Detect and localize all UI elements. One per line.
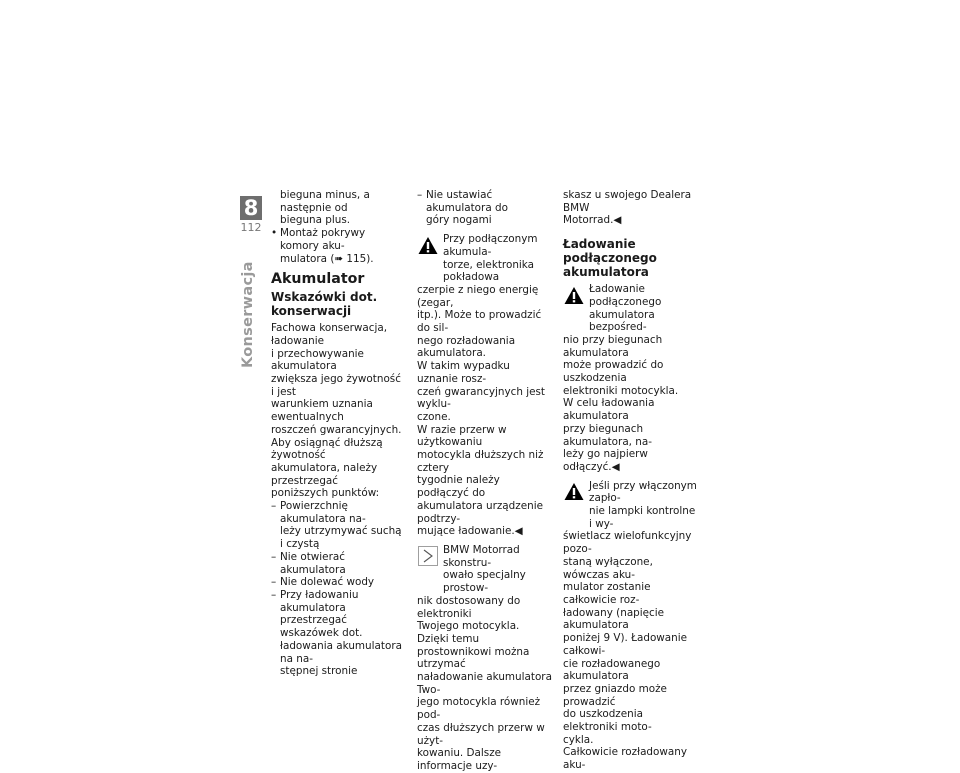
chapter-number-badge: 8 (240, 196, 262, 220)
dash-mark: – (417, 189, 423, 201)
section-heading: Ładowanie podłączonego akumulatora (563, 237, 657, 280)
note-body-text: nik dostosowany do elektroniki Twojego motocykla. Dzięki temu prostownikowi można utrzymać naładowanie akumulatora Two- jego motocykla również pod- czas dłuższych przerw w użyt- kowaniu. Dalsze informacje uzy- (417, 594, 552, 772)
dash-item: – Przy ładowaniu akumulatora przestrzegać wskazówek dot. ładowania akumulatora na na- stępnej stronie (271, 588, 402, 678)
note-block (417, 544, 552, 773)
warning-head-text: Przy podłączonym akumula- torze, elektronika pokładowa (443, 233, 538, 284)
continued-text: bieguna minus, a następnie od bieguna plus. (280, 189, 370, 227)
column-1 (271, 189, 406, 678)
bullet-item: • Montaż pokrywy komory aku- mulatora (➠ 115). (271, 227, 374, 265)
dash-mark: – (271, 550, 277, 563)
warning-triangle-icon (417, 234, 439, 256)
warning-head-text: Jeśli przy włączonym zapło- nie lampki kontrolne i wy- (589, 479, 697, 530)
warning-head-text: Ładowanie podłączonego akumulatora bezpośred- (589, 283, 662, 334)
warning-body-text: świetlacz wielofunkcyjny pozo- staną wyłączone, wówczas aku- mulator zostanie całkowicie roz- ładowany (napięcie akumulatora poniżej 9 V). Ładowanie całkowi- cie rozładowanego akumulatora przez gniazdo może prowadzić do uszkodzenia elektroniki moto- cykla. Całkowicie rozładowany aku- (563, 530, 692, 772)
note-arrow-icon (417, 545, 439, 567)
dash-item: – Powierzchnię akumulatora na- leży utrzymywać suchą i czystą (271, 500, 402, 551)
bullet-mark: • (271, 227, 278, 240)
warning-body-text: nio przy biegunach akumulatora może prowadzić do uszkodzenia elektroniki motocykla. W celu ładowania akumulatora przy biegunach akumulatora, na- leży go najpierw odłączyć.◀ (563, 333, 679, 473)
continued-text: skasz u swojego Dealera BMW Motorrad.◀ (563, 189, 692, 227)
column-2 (417, 189, 552, 773)
note-head-text: BMW Motorrad skonstru- owało specjalny prostow- (443, 543, 526, 595)
warning-triangle-icon (563, 481, 585, 503)
dash-item: – Nie dolewać wody (271, 576, 375, 589)
column-3 (563, 189, 698, 772)
section-heading: Akumulator (271, 271, 365, 288)
subsection-heading: Wskazówki dot. konserwacji (271, 290, 378, 319)
page-number: 112 (240, 221, 262, 234)
warning-triangle-icon (563, 284, 585, 306)
dash-mark: – (271, 588, 277, 601)
warning-block (417, 233, 552, 538)
warning-body-text: czerpie z niego energię (zegar, itp.). Może to prowadzić do sil- nego rozładowania akumulatora. W takim wypadku uznanie rosz- czeń gwarancyjnych jest wyklu- czone. W razie przerw w użytkowaniu motocykla dłuższych niż cztery tygodnie należy podłączyć do akumulatora urządzenie podtrzy- mujące ładowanie.◀ (417, 283, 545, 538)
warning-block (563, 283, 698, 474)
dash-mark: – (271, 576, 277, 589)
chapter-side-title (238, 240, 264, 380)
dash-item: – Nie ustawiać akumulatora do góry nogami (417, 189, 508, 227)
maintenance-paragraph: Fachowa konserwacja, ładowanie i przechowywanie akumulatora zwiększa jego żywotność i jest warunkiem uznania ewentualnych roszczeń gwarancyjnych. Aby osiągnąć dłuższą żywotność akumulatora, należy przestrzegać poniższych punktów: (271, 322, 402, 500)
chapter-title-text: Konserwacja (240, 261, 256, 368)
dash-item: – Nie otwierać akumulatora (271, 550, 346, 576)
warning-block (563, 480, 698, 772)
dash-mark: – (271, 500, 277, 513)
